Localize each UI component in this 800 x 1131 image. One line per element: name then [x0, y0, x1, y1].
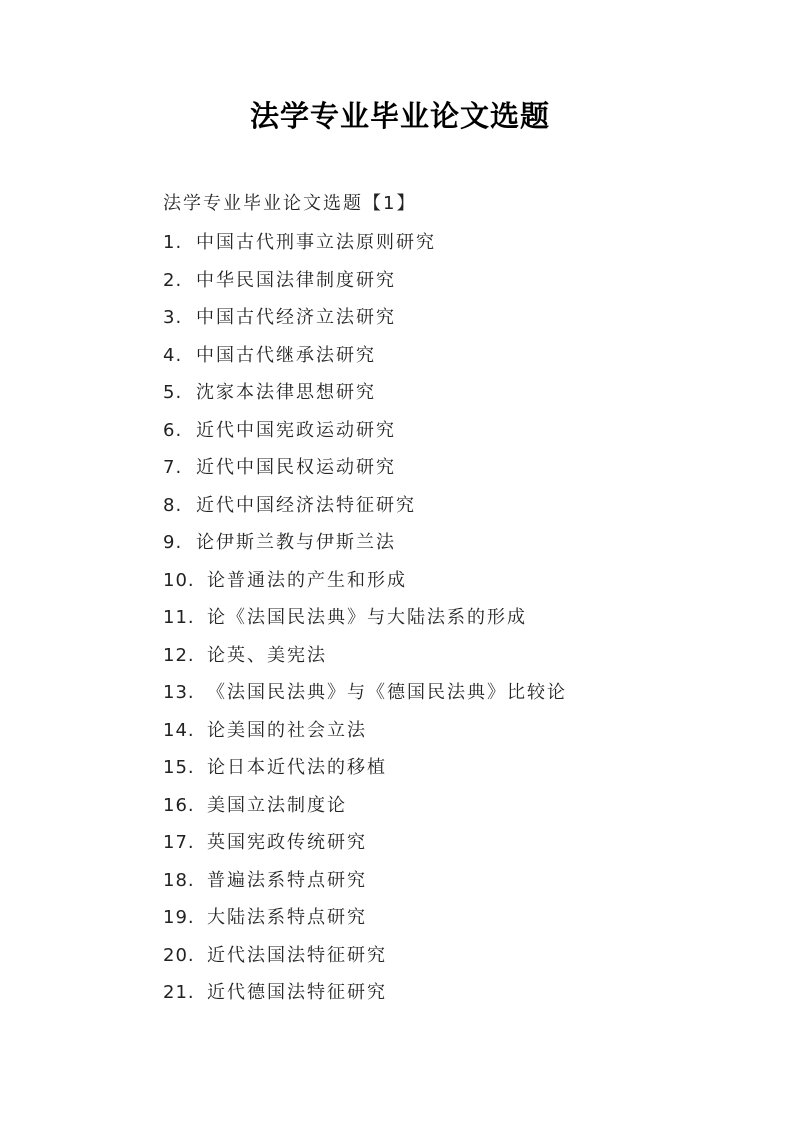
topic-number: 5. — [163, 382, 183, 403]
topic-number: 10. — [163, 569, 195, 591]
topic-number: 11. — [163, 607, 195, 628]
topic-number: 9. — [163, 532, 183, 553]
list-item — [163, 524, 567, 562]
list-item — [163, 449, 567, 487]
list-item — [163, 374, 567, 412]
list-item — [163, 599, 567, 637]
topic-number: 21. — [163, 982, 195, 1003]
list-item — [163, 899, 567, 937]
topic-number: 13. — [163, 682, 195, 703]
topic-text: 普遍法系特点研究 — [207, 869, 367, 891]
topic-text: 中国古代经济立法研究 — [196, 307, 396, 328]
topic-number: 16. — [163, 794, 195, 816]
list-item — [163, 787, 567, 825]
topic-number: 7. — [163, 457, 183, 478]
topic-text: 论美国的社会立法 — [207, 719, 367, 741]
topic-number: 20. — [163, 944, 195, 966]
topic-text: 论日本近代法的移植 — [207, 757, 387, 778]
list-item — [163, 974, 567, 1012]
list-item — [163, 412, 567, 450]
topic-text: 论伊斯兰教与伊斯兰法 — [196, 532, 396, 553]
topic-number: 2. — [163, 269, 183, 291]
list-item — [163, 224, 567, 262]
topic-text: 英国宪政传统研究 — [207, 832, 367, 853]
topic-number: 18. — [163, 869, 195, 891]
list-item — [163, 862, 567, 900]
topic-number: 4. — [163, 344, 183, 366]
topic-text: 中国古代继承法研究 — [196, 344, 376, 366]
section-heading: 法学专业毕业论文选题【1】 — [163, 193, 417, 214]
topic-number: 19. — [163, 907, 195, 928]
topic-text: 近代法国法特征研究 — [207, 944, 387, 966]
list-item — [163, 487, 567, 525]
topic-number: 1. — [163, 232, 183, 253]
list-item — [163, 337, 567, 375]
topic-number: 12. — [163, 644, 195, 666]
topic-number: 14. — [163, 719, 195, 741]
topic-list — [163, 224, 567, 1012]
topic-text: 近代中国经济法特征研究 — [196, 494, 416, 516]
topic-text: 沈家本法律思想研究 — [196, 382, 376, 403]
topic-text: 近代德国法特征研究 — [207, 982, 387, 1003]
document-title: 法学专业毕业论文选题 — [249, 99, 550, 133]
topic-number: 6. — [163, 419, 183, 441]
topic-text: 论普通法的产生和形成 — [207, 569, 407, 591]
topic-text: 论《法国民法典》与大陆法系的形成 — [207, 607, 527, 628]
list-item — [163, 637, 567, 675]
list-item — [163, 562, 567, 600]
topic-text: 大陆法系特点研究 — [207, 907, 367, 928]
list-item — [163, 712, 567, 750]
topic-text: 美国立法制度论 — [207, 794, 347, 816]
topic-number: 15. — [163, 757, 195, 778]
list-item — [163, 262, 567, 300]
topic-text: 中华民国法律制度研究 — [196, 269, 396, 291]
topic-text: 近代中国民权运动研究 — [196, 457, 396, 478]
topic-number: 3. — [163, 307, 183, 328]
list-item — [163, 299, 567, 337]
topic-number: 8. — [163, 494, 183, 516]
topic-text: 《法国民法典》与《德国民法典》比较论 — [207, 682, 567, 703]
list-item — [163, 824, 567, 862]
topic-text: 中国古代刑事立法原则研究 — [196, 232, 436, 253]
list-item — [163, 749, 567, 787]
topic-text: 近代中国宪政运动研究 — [196, 419, 396, 441]
list-item — [163, 674, 567, 712]
topic-text: 论英、美宪法 — [207, 644, 327, 666]
topic-number: 17. — [163, 832, 195, 853]
list-item — [163, 937, 567, 975]
